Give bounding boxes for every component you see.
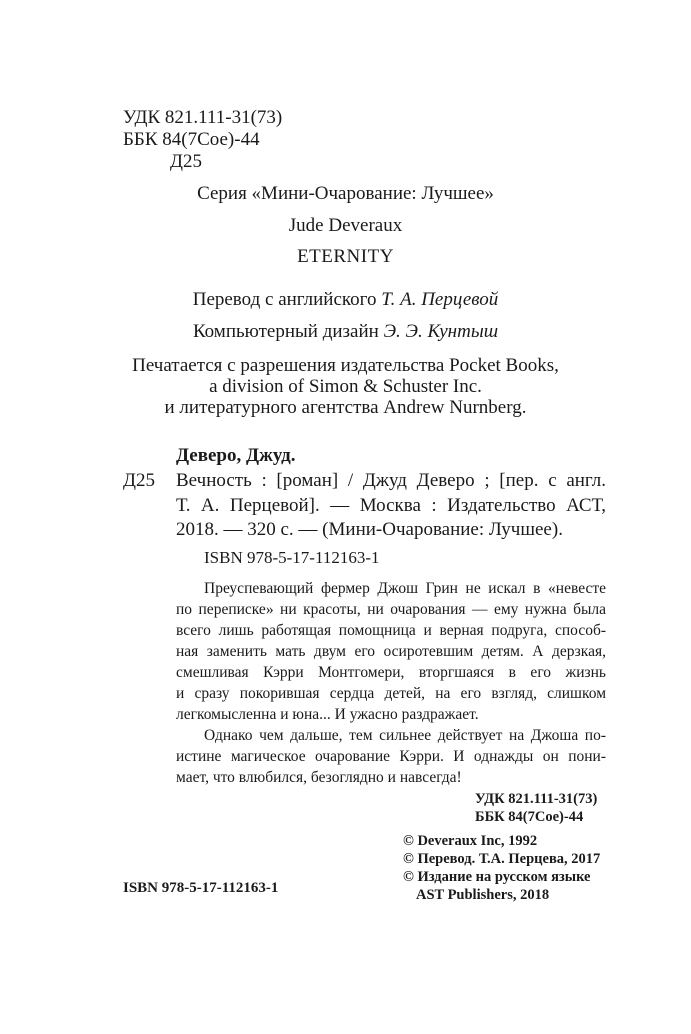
permission-line-1: Печатается с разрешения издательства Pocket Books, bbox=[132, 355, 559, 376]
design-credit bbox=[0, 321, 691, 343]
bbk-code: ББК 84(7Сое)-44 bbox=[123, 129, 260, 150]
translation-credit bbox=[0, 289, 691, 311]
bib-line-2: Т. А. Перцевой]. — Москва : Издательство АСТ, bbox=[176, 495, 606, 516]
annotation-line-8: Однако чем дальше, тем сильнее действует на Джоша по- bbox=[204, 727, 606, 744]
annotation-line-10: мает, что влюбился, безоглядно и навсегда! bbox=[176, 769, 462, 786]
copyright-line-1: © Deveraux Inc, 1992 bbox=[403, 833, 538, 849]
author-mark: Д25 bbox=[170, 151, 202, 172]
bib-mark: Д25 bbox=[123, 470, 155, 491]
designer-name: Э. Э. Кунтыш bbox=[383, 321, 499, 342]
udk-code: УДК 821.111-31(73) bbox=[123, 107, 283, 128]
permission-line-3: и литературного агентства Andrew Nurnberg. bbox=[164, 397, 527, 418]
translator-name: Т. А. Перцевой bbox=[381, 289, 499, 310]
annotation-line-9: истине магическое очарование Кэрри. И однажды он пони- bbox=[176, 748, 606, 765]
annotation-udk: УДК 821.111-31(73) bbox=[475, 791, 598, 807]
annotation-line-1: Преуспевающий фермер Джош Грин не искал в «невесте bbox=[204, 580, 606, 597]
annotation-line-4: ная заменить мать двум его осиротевшим детям. А дерзкая, bbox=[176, 643, 606, 660]
bib-line-3: 2018. — 320 с. — (Мини-Очарование: Лучшее). bbox=[176, 519, 563, 540]
series-title: Серия «Мини-Очарование: Лучшее» bbox=[197, 183, 494, 204]
bib-author-heading: Деверо, Джуд. bbox=[176, 445, 296, 466]
annotation-line-2: по переписке» ни красоты, ни очарования — ему нужна была bbox=[176, 601, 606, 618]
copyright-line-3: © Издание на русском языке bbox=[403, 869, 591, 885]
original-title: ETERNITY bbox=[297, 246, 394, 267]
annotation-line-5: смешливая Кэрри Монтгомери, вторгшаяся в его жизнь bbox=[176, 664, 606, 681]
original-author: Jude Deveraux bbox=[288, 215, 403, 236]
copyright-line-4: AST Publishers, 2018 bbox=[416, 887, 550, 903]
bib-isbn: ISBN 978-5-17-112163-1 bbox=[204, 548, 380, 567]
annotation-line-7: легкомысленна и юна... И ужасно раздражает. bbox=[176, 706, 479, 723]
footer-isbn: ISBN 978-5-17-112163-1 bbox=[123, 880, 279, 896]
annotation-bbk: ББК 84(7Сое)-44 bbox=[475, 809, 584, 825]
bib-line-1: Вечность : [роман] / Джуд Деверо ; [пер. с англ. bbox=[176, 470, 606, 491]
design-label: Компьютерный дизайн bbox=[192, 321, 379, 342]
annotation-line-6: и сразу покорившая сердца детей, на его взгляд, слишком bbox=[176, 685, 606, 702]
annotation-line-3: всего лишь работящая помощница и верная подруга, способ- bbox=[176, 622, 606, 639]
permission-line-2: a division of Simon & Schuster Inc. bbox=[209, 376, 482, 397]
copyright-line-2: © Перевод. Т.А. Перцева, 2017 bbox=[403, 851, 601, 867]
translation-label: Перевод с английского bbox=[192, 289, 377, 310]
